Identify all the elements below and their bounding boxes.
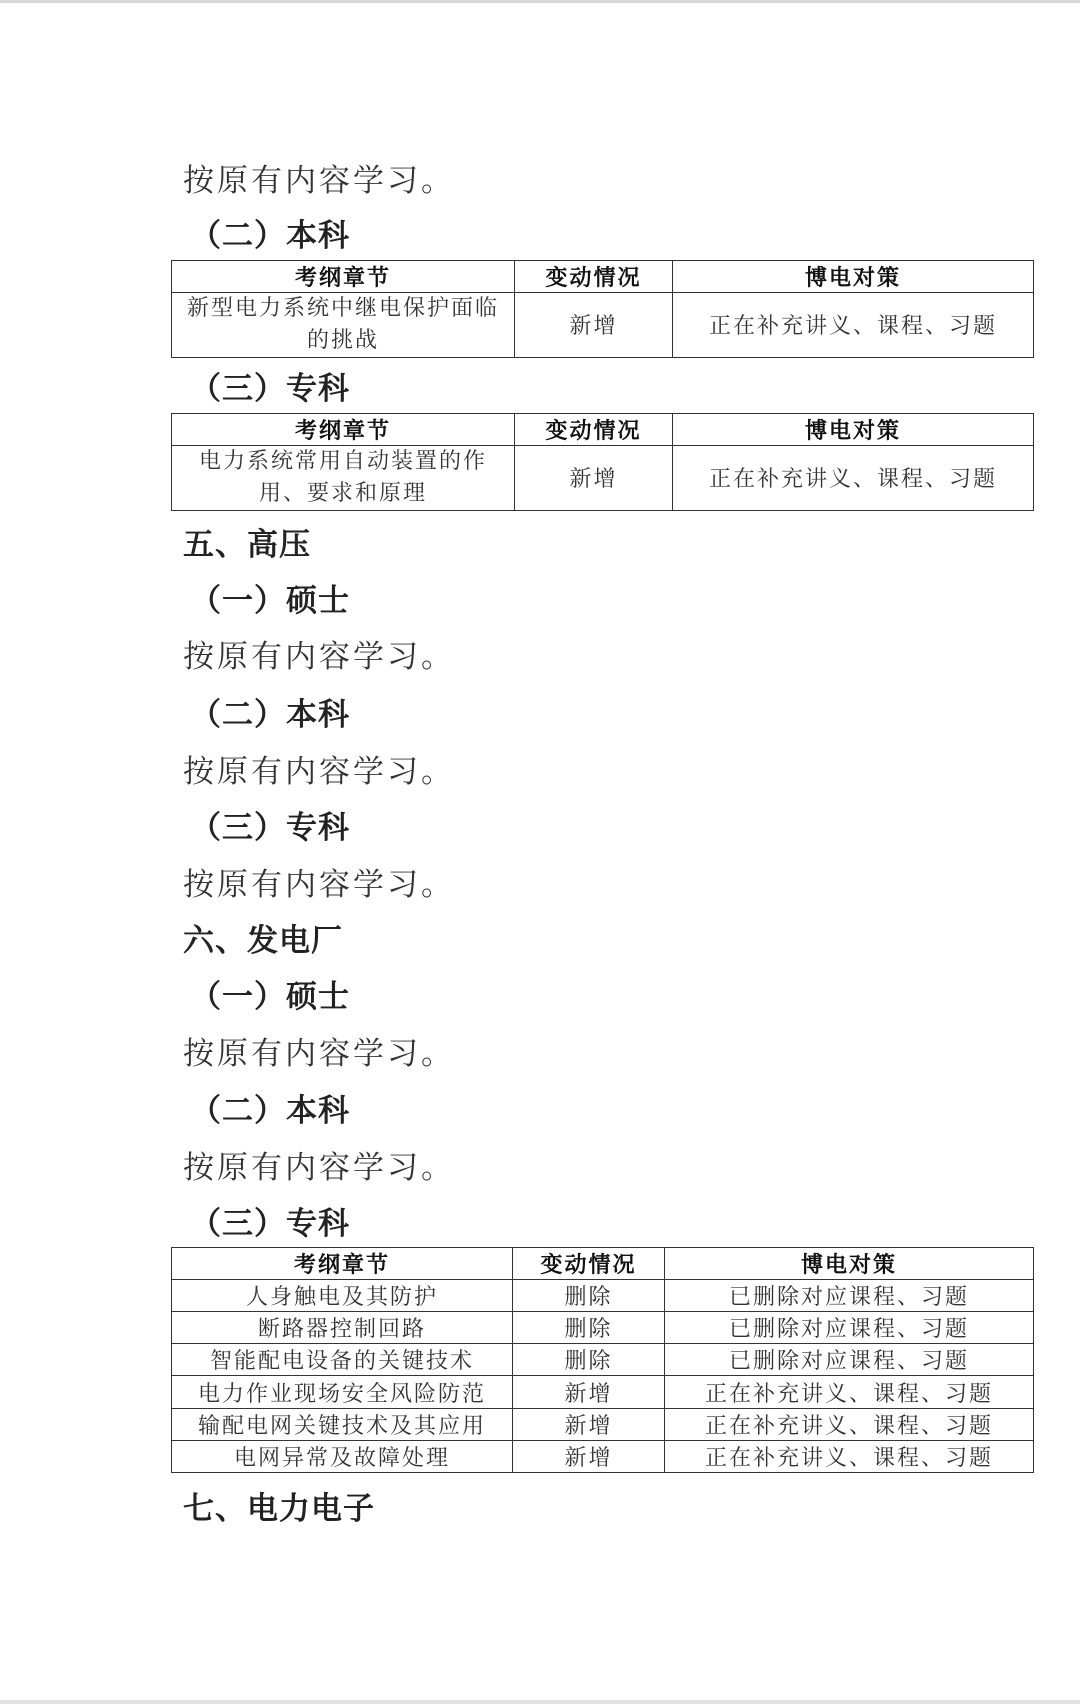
change-cell: 删除 — [513, 1312, 665, 1344]
subheading-bachelor: （二）本科 — [190, 218, 350, 254]
chapter-cell: 输配电网关键技术及其应用 — [172, 1409, 513, 1441]
plant-college-table — [171, 1247, 1034, 1473]
subheading-master: （一）硕士 — [190, 979, 350, 1015]
chapter-cell — [172, 446, 515, 511]
header-chapter: 考纲章节 — [172, 1248, 513, 1280]
chapter-cell: 断路器控制回路 — [172, 1312, 513, 1344]
table-row — [172, 1312, 1034, 1344]
subheading-bachelor: （二）本科 — [190, 1093, 350, 1129]
strategy-cell: 已删除对应课程、习题 — [665, 1280, 1034, 1312]
body-text: 按原有内容学习。 — [183, 867, 455, 903]
change-cell: 新增 — [515, 446, 673, 511]
chapter-line: 电力系统常用自动装置的作 — [198, 449, 487, 474]
strategy-cell: 正在补充讲义、课程、习题 — [665, 1441, 1034, 1473]
table-header-row — [172, 261, 1034, 293]
subheading-master: （一）硕士 — [190, 583, 350, 619]
chapter-cell: 人身触电及其防护 — [172, 1280, 513, 1312]
strategy-cell: 正在补充讲义、课程、习题 — [673, 293, 1034, 358]
chapter-cell — [172, 293, 515, 358]
change-cell: 新增 — [513, 1376, 665, 1409]
body-text: 按原有内容学习。 — [183, 163, 455, 199]
table-header-row — [172, 1248, 1034, 1280]
chapter-line: 新型电力系统中继电保护面临 — [186, 296, 499, 321]
section-title-hv: 五、高压 — [183, 527, 311, 563]
header-strategy: 博电对策 — [665, 1248, 1034, 1280]
chapter-line: 用、要求和原理 — [258, 480, 427, 506]
relay-college-table — [171, 413, 1034, 511]
chapter-cell: 电网异常及故障处理 — [172, 1441, 513, 1473]
strategy-cell: 已删除对应课程、习题 — [665, 1312, 1034, 1344]
chapter-cell: 电力作业现场安全风险防范 — [172, 1376, 513, 1409]
change-cell: 删除 — [513, 1344, 665, 1376]
header-change: 变动情况 — [513, 1248, 665, 1280]
chapter-line: 的挑战 — [306, 327, 379, 353]
bottom-border — [0, 1700, 1080, 1704]
body-text: 按原有内容学习。 — [183, 1150, 455, 1186]
header-strategy: 博电对策 — [673, 261, 1034, 293]
subheading-college: （三）专科 — [190, 1206, 350, 1242]
table-header-row — [172, 414, 1034, 446]
header-chapter: 考纲章节 — [172, 414, 515, 446]
subheading-college: （三）专科 — [190, 810, 350, 846]
change-cell: 删除 — [513, 1280, 665, 1312]
section-title-plant: 六、发电厂 — [183, 923, 343, 959]
table-row — [172, 1344, 1034, 1376]
body-text: 按原有内容学习。 — [183, 639, 455, 675]
table-row — [172, 1376, 1034, 1409]
top-border — [0, 0, 1080, 3]
body-text: 按原有内容学习。 — [183, 1036, 455, 1072]
header-change: 变动情况 — [515, 261, 673, 293]
chapter-cell: 智能配电设备的关键技术 — [172, 1344, 513, 1376]
change-cell: 新增 — [513, 1441, 665, 1473]
strategy-cell: 已删除对应课程、习题 — [665, 1344, 1034, 1376]
change-cell: 新增 — [513, 1409, 665, 1441]
table-row — [172, 1280, 1034, 1312]
strategy-cell: 正在补充讲义、课程、习题 — [673, 446, 1034, 511]
section-title-power-electronics: 七、电力电子 — [183, 1491, 375, 1527]
header-change: 变动情况 — [515, 414, 673, 446]
subheading-bachelor: （二）本科 — [190, 697, 350, 733]
change-cell: 新增 — [515, 293, 673, 358]
table-row — [172, 293, 1034, 358]
strategy-cell: 正在补充讲义、课程、习题 — [665, 1376, 1034, 1409]
subheading-college: （三）专科 — [190, 371, 350, 407]
relay-bachelor-table — [171, 260, 1034, 358]
body-text: 按原有内容学习。 — [183, 754, 455, 790]
strategy-cell: 正在补充讲义、课程、习题 — [665, 1409, 1034, 1441]
table-row — [172, 446, 1034, 511]
header-chapter: 考纲章节 — [172, 261, 515, 293]
table-row — [172, 1441, 1034, 1473]
header-strategy: 博电对策 — [673, 414, 1034, 446]
table-row — [172, 1409, 1034, 1441]
